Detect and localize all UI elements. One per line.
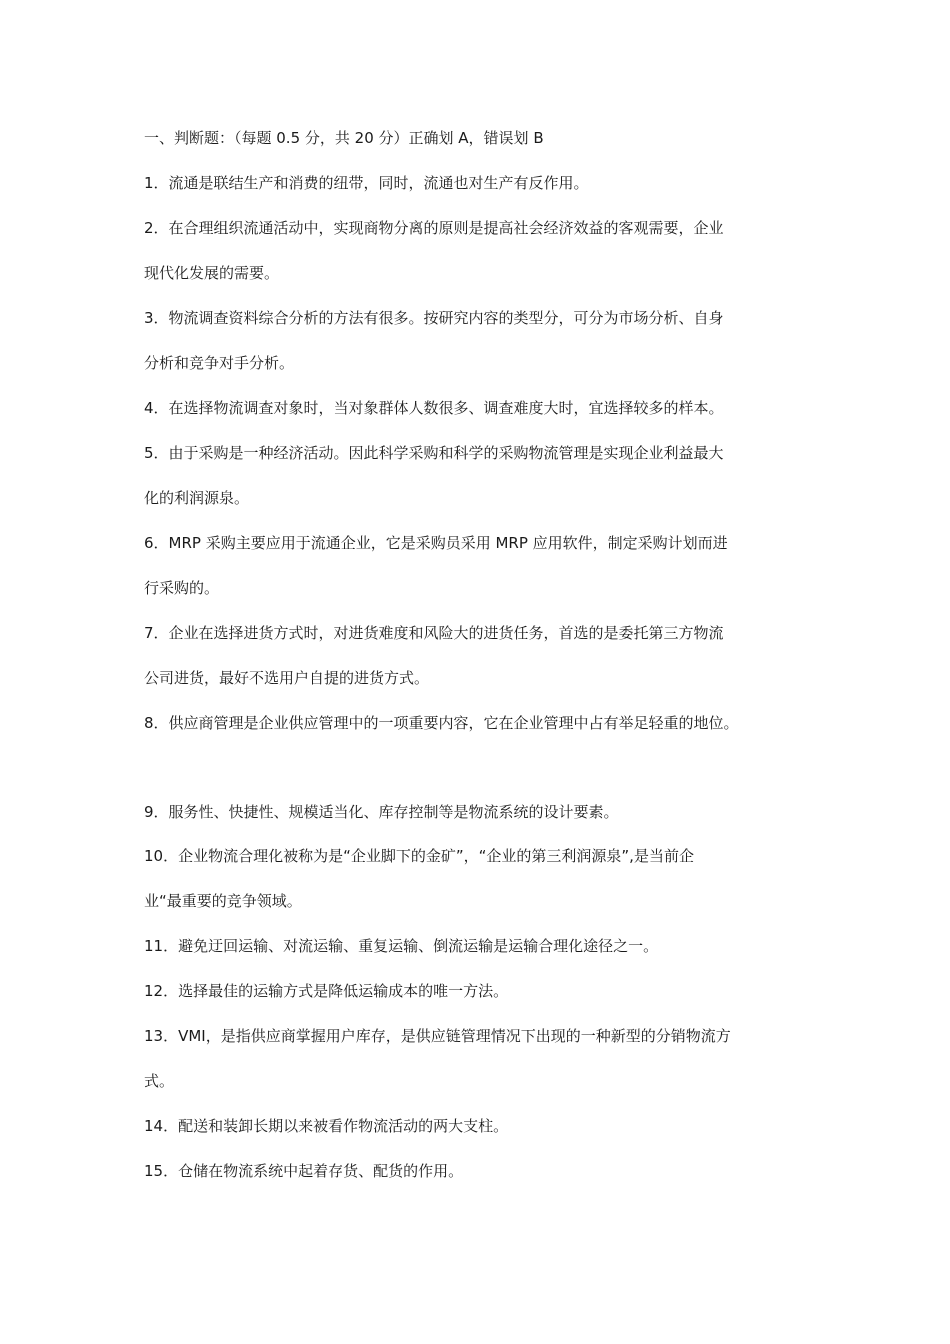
question-12: 12．选择最佳的运输方式是降低运输成本的唯一方法。 [144, 982, 509, 1000]
question-3-continued: 分析和竞争对手分析。 [144, 354, 295, 372]
question-1: 1．流通是联结生产和消费的纽带，同时，流通也对生产有反作用。 [144, 174, 589, 192]
question-11: 11．避免迂回运输、对流运输、重复运输、倒流运输是运输合理化途径之一。 [144, 937, 659, 955]
question-10-continued: 业“最重要的竞争领域。 [144, 892, 302, 910]
question-13: 13．VMI，是指供应商掌握用户库存，是供应链管理情况下出现的一种新型的分销物流方 [144, 1027, 731, 1045]
question-4: 4．在选择物流调查对象时，当对象群体人数很多、调查难度大时，宜选择较多的样本。 [144, 399, 724, 417]
question-5-continued: 化的利润源泉。 [144, 489, 250, 507]
question-6-continued: 行采购的。 [144, 579, 220, 597]
question-9: 9．服务性、快捷性、规模适当化、库存控制等是物流系统的设计要素。 [144, 803, 619, 821]
question-3: 3．物流调查资料综合分析的方法有很多。按研究内容的类型分，可分为市场分析、自身 [144, 309, 724, 327]
question-2-continued: 现代化发展的需要。 [144, 264, 280, 282]
question-6: 6．MRP 采购主要应用于流通企业，它是采购员采用 MRP 应用软件，制定采购计划而进 [144, 534, 728, 552]
section-heading: 一、判断题：（每题 0.5 分，共 20 分）正确划 A，错误划 B [144, 129, 544, 147]
question-8: 8．供应商管理是企业供应管理中的一项重要内容，它在企业管理中占有举足轻重的地位。 [144, 714, 739, 732]
question-15: 15．仓储在物流系统中起着存货、配货的作用。 [144, 1162, 464, 1180]
question-7: 7．企业在选择进货方式时，对进货难度和风险大的进货任务，首选的是委托第三方物流 [144, 624, 724, 642]
question-7-continued: 公司进货，最好不选用户自提的进货方式。 [144, 669, 430, 687]
question-2: 2．在合理组织流通活动中，实现商物分离的原则是提高社会经济效益的客观需要，企业 [144, 219, 724, 237]
question-10: 10．企业物流合理化被称为是“企业脚下的金矿”，“企业的第三利润源泉”,是当前企 [144, 847, 694, 865]
question-13-continued: 式。 [144, 1072, 175, 1090]
question-14: 14．配送和装卸长期以来被看作物流活动的两大支柱。 [144, 1117, 509, 1135]
question-5: 5．由于采购是一种经济活动。因此科学采购和科学的采购物流管理是实现企业利益最大 [144, 444, 724, 462]
